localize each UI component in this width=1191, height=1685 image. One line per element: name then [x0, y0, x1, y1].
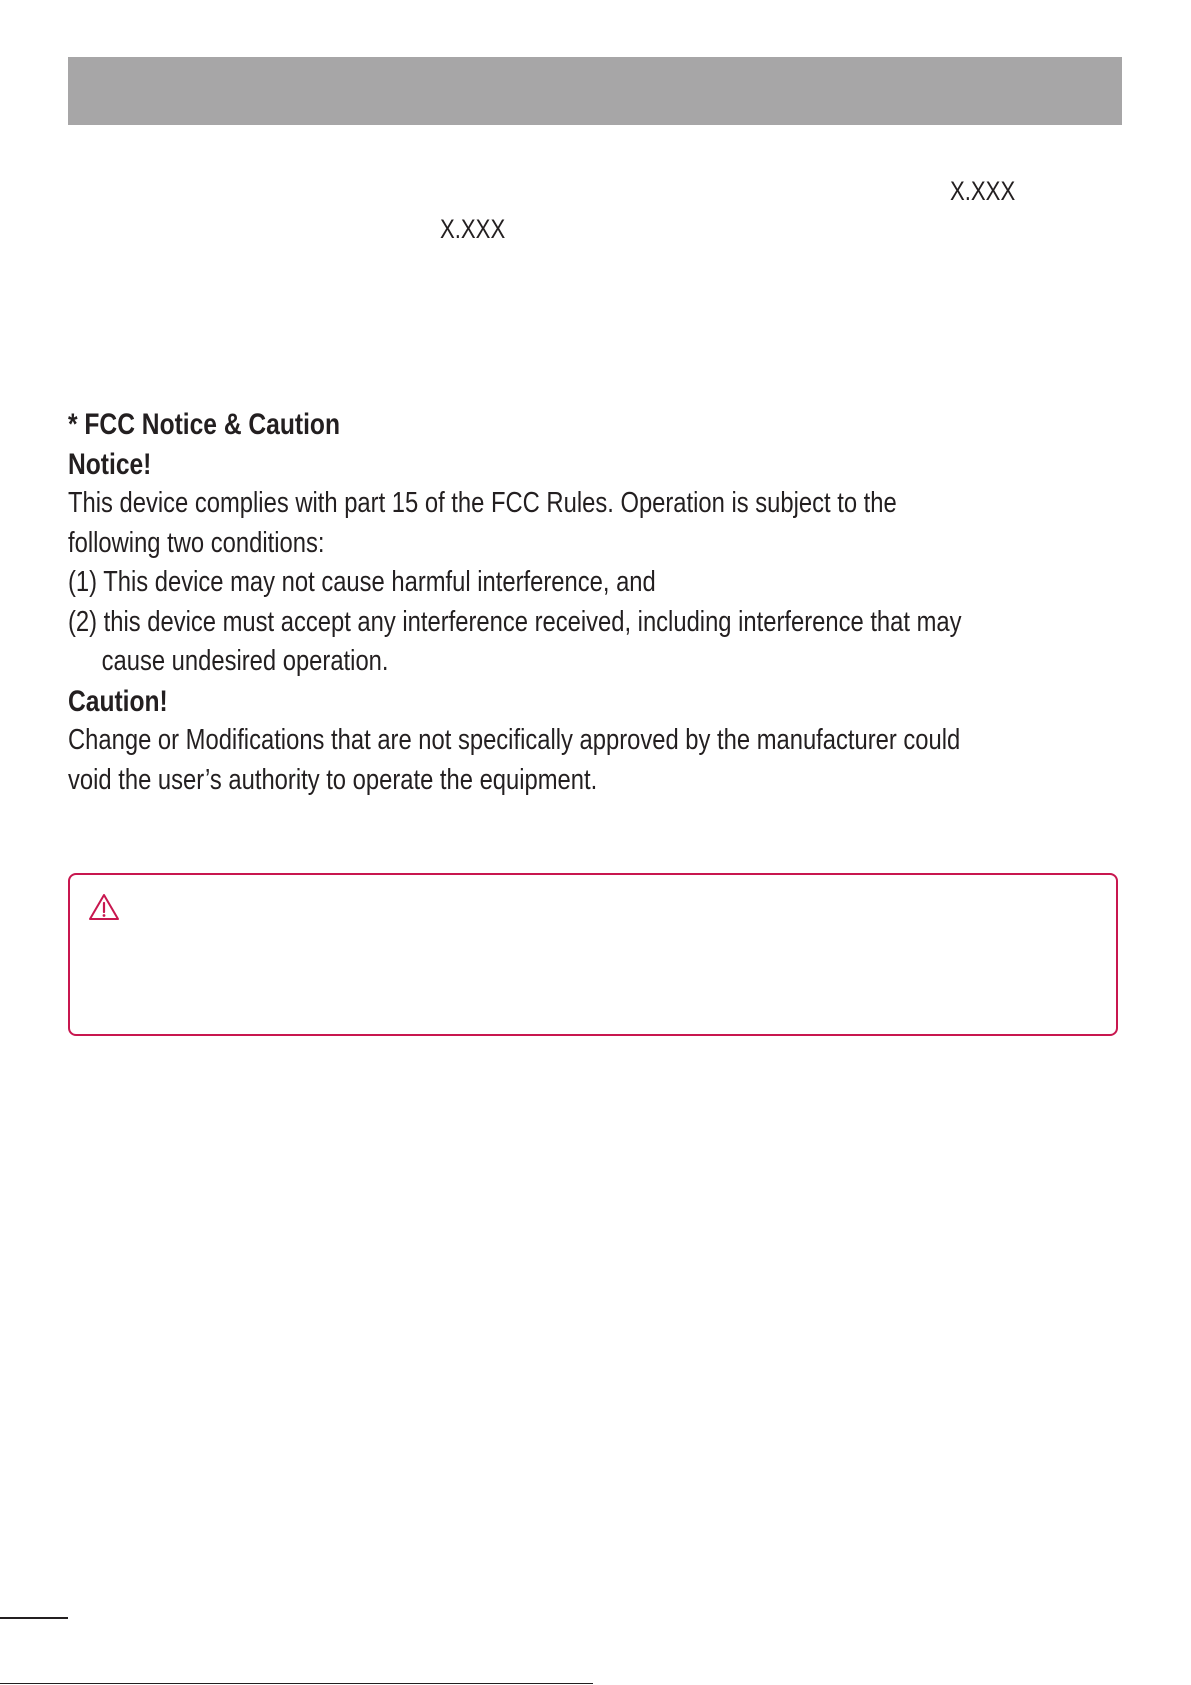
fcc-section-title: * FCC Notice & Caution [68, 408, 340, 441]
caution-heading: Caution! [68, 684, 168, 718]
footer-rule-left [0, 1617, 68, 1619]
condition-1: (1) This device may not cause harmful interference, and [68, 566, 656, 598]
placeholder-value-1: X.XXX [950, 176, 1016, 206]
notice-heading: Notice! [68, 447, 152, 481]
condition-2: (2) this device must accept any interference received, including interference that may cause undesired operation. [68, 605, 962, 677]
header-bar [68, 57, 1122, 125]
caution-text: Change or Modifications that are not specifically approved by the manufacturer could void the user’s authority to operate the equipment. [68, 724, 961, 796]
warning-triangle-icon [88, 893, 120, 921]
footer-rule-bottom [0, 1683, 593, 1684]
notice-text: This device complies with part 15 of the FCC Rules. Operation is subject to the following two conditions: [68, 487, 897, 559]
warning-box [68, 873, 1118, 1036]
fcc-notice-section [68, 405, 970, 800]
placeholder-value-2: X.XXX [440, 214, 506, 244]
